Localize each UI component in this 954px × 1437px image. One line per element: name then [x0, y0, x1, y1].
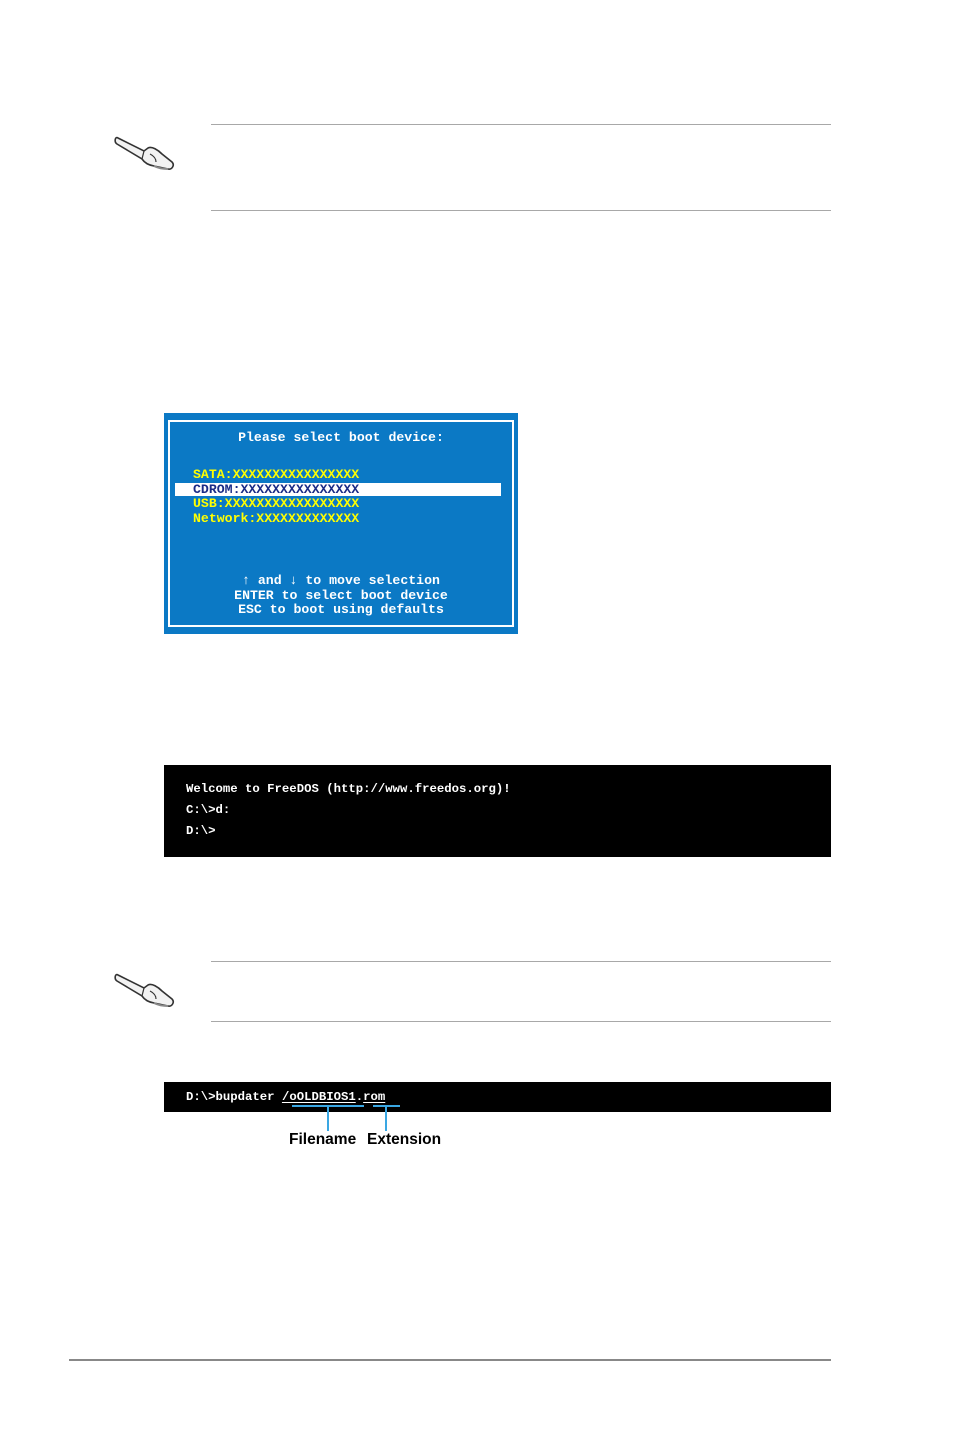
bupdater-dot: . [355, 1090, 364, 1104]
filename-connector [327, 1105, 329, 1131]
bupdater-terminal [164, 1082, 831, 1112]
note-top-rule [211, 124, 831, 125]
note2-bottom-rule [211, 1021, 831, 1022]
bupdater-prompt: D:\>bupdater [186, 1090, 282, 1104]
note-hand-icon [114, 961, 176, 1011]
filename-label: Filename [289, 1131, 357, 1148]
boot-help-enter: ENTER to select boot device [234, 588, 448, 603]
extension-connector [385, 1105, 387, 1131]
boot-help-esc: ESC to boot using defaults [238, 602, 444, 617]
footer-rule [69, 1359, 831, 1361]
boot-item-cdrom[interactable]: CDROM:XXXXXXXXXXXXXXX [193, 482, 360, 497]
boot-item-usb[interactable]: USB:XXXXXXXXXXXXXXXXX [193, 496, 360, 511]
terminal-cd-line: C:\>d: [186, 803, 231, 817]
boot-help-move: ↑ and ↓ to move selection [242, 573, 440, 588]
boot-item-network[interactable]: Network:XXXXXXXXXXXXX [193, 511, 360, 526]
note2-top-rule [211, 961, 831, 962]
note-hand-icon [114, 124, 176, 174]
boot-device-menu [164, 413, 518, 634]
freedos-terminal [164, 765, 831, 857]
boot-menu-title: Please select boot device: [238, 430, 444, 445]
bupdater-filename: /oOLDBIOS1 [281, 1090, 356, 1104]
bupdater-extension: rom [363, 1090, 386, 1104]
note-bottom-rule [211, 210, 831, 211]
terminal-prompt-line: D:\> [186, 824, 216, 838]
extension-label: Extension [367, 1131, 442, 1148]
boot-item-sata[interactable]: SATA:XXXXXXXXXXXXXXXX [193, 467, 360, 482]
terminal-welcome-line: Welcome to FreeDOS (http://www.freedos.org)! [186, 782, 511, 796]
bupdater-command [186, 1090, 385, 1104]
